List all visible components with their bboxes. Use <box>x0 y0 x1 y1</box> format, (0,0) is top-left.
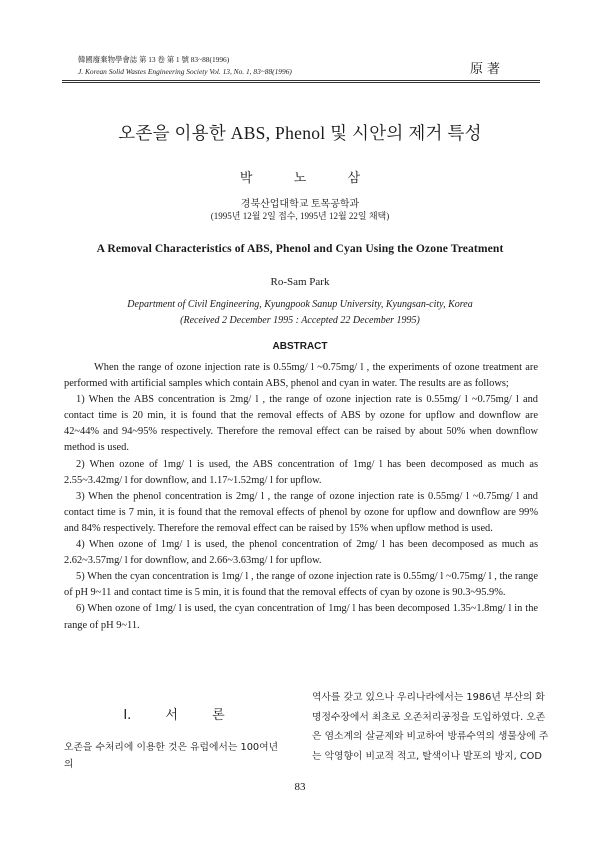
body-column-left <box>64 704 284 773</box>
english-affiliation <box>0 297 600 329</box>
korean-dates: (1995년 12월 2일 접수, 1995년 12월 22일 채택) <box>210 211 390 221</box>
body-text-line: 명정수장에서 최초로 오존처리공정을 도입하였다. 오존 <box>312 711 546 723</box>
body-column-right <box>312 688 549 766</box>
abstract-item: 2) When ozone of 1mg/ l is used, the ABS concentration of 1mg/ l has been decomposed as much as 2.55~3.42mg/ l for downflow, and 1.17~1.52mg/ l for upflow. <box>64 458 538 486</box>
journal-citation <box>78 54 292 78</box>
body-text-line: 은 염소계의 살균제와 비교하여 방류수역의 생물상에 주 <box>312 731 549 742</box>
header-rule-bottom <box>62 82 540 83</box>
department-line: Department of Civil Engineering, Kyungpook Sanup University, Kyungsan-city, Korea <box>127 299 473 310</box>
body-text-line: 역사를 갖고 있으나 우리나라에서는 1986년 부산의 화 <box>312 692 545 703</box>
english-author: Ro-Sam Park <box>270 276 330 288</box>
korean-affiliation: 경북산업대학교 토목공학과 <box>240 199 360 210</box>
journal-citation-english: J. Korean Solid Wastes Engineering Society Vol. 13, No. 1, 83~88(1996) <box>78 67 292 76</box>
abstract-item: 1) When the ABS concentration is 2mg/ l , the range of ozone injection rate is 0.55mg/ l ~0.75mg/ l and contact time is 20 min, it is found that the removal effects of ABS by ozone for upflow and downflow are 42~44% and 94~95% respectively. Therefore the removal effect can be raised by about 50% when downflow method is used. <box>64 394 538 454</box>
abstract-heading: ABSTRACT <box>272 341 328 352</box>
abstract-item: 4) When ozone of 1mg/ l is used, the phenol concentration of 2mg/ l has been decomposed as much as 2.62~3.57mg/ l for downflow, and 2.66~3.63mg/ l for upflow. <box>64 539 538 567</box>
abstract-body <box>64 360 538 634</box>
abstract-item: 6) When ozone of 1mg/ l is used, the cyan concentration of 1mg/ l has been decomposed 1.35~1.8mg/ l in the range of pH 9~11. <box>64 603 538 631</box>
abstract-item: 5) When the cyan concentration is 1mg/ l , the range of ozone injection rate is 0.55mg/ l ~0.75mg/ l , the range of pH 9~11 and contact time is 5 min, it is found that the removal effects of cyan by ozone is 90.3~95.9%. <box>64 571 538 599</box>
korean-author: 박 노 삼 <box>239 170 361 185</box>
english-title: A Removal Characteristics of ABS, Phenol and Cyan Using the Ozone Treatment <box>96 242 504 255</box>
body-text-left: 오존을 수처리에 이용한 것은 유럽에서는 100여년의 <box>64 742 279 770</box>
received-line: (Received 2 December 1995 : Accepted 22 December 1995) <box>180 315 420 326</box>
korean-title: 오존을 이용한 ABS, Phenol 및 시안의 제거 특성 <box>118 123 482 143</box>
journal-citation-korean: 韓國廢棄物學會誌 第 13 卷 第 1 號 83~88(1996) <box>78 55 230 64</box>
abstract-item: 3) When the phenol concentration is 2mg/ l , the range of ozone injection rate is 0.55mg/ l ~0.75mg/ l and contact time is 7 min, it is found that the removal effects of phenol by ozone for upflow and downflow are 99% and 84% respectively. Therefore the removal effect can be raised by 15% when upflow method is used. <box>64 490 538 534</box>
header-rule-top <box>62 80 540 81</box>
article-category: 原著 <box>470 61 505 76</box>
page-number: 83 <box>294 781 306 793</box>
section-heading: Ⅰ. 서 론 <box>123 708 225 723</box>
abstract-intro: When the range of ozone injection rate is 0.55mg/ l ~0.75mg/ l , the experiments of ozone treatment are performed with artificial samples which contain ABS, phenol and cyan in water. The results are as follows; <box>64 362 538 390</box>
body-text-line: 는 악영향이 비교적 적고, 탈색이나 발포의 방지, COD <box>312 750 542 762</box>
